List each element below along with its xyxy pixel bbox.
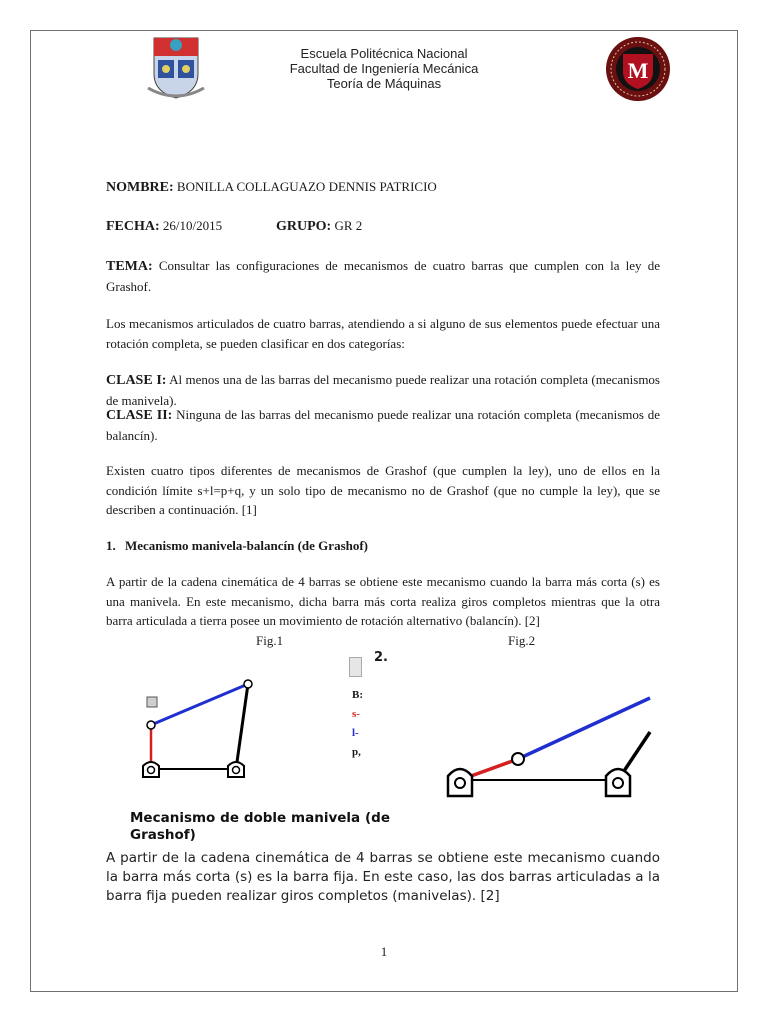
fig2-caption: Fig.2 (508, 633, 536, 648)
overlap-fragments (352, 686, 364, 762)
fig1-marker-square (147, 697, 157, 707)
grupo-label: GRUPO: (276, 219, 332, 234)
overlap-box (349, 657, 362, 677)
clase2-label: CLASE II: (106, 408, 173, 423)
overlap-frag-l: l- (352, 727, 359, 739)
fig2-pivot-right (606, 769, 630, 796)
header-faculty: Facultad de Ingeniería Mecánica (289, 61, 479, 76)
grupo-value: GR 2 (334, 218, 363, 233)
clase1-label: CLASE I: (106, 373, 167, 388)
fig1-pivot-right (228, 762, 244, 777)
fecha-label: FECHA: (106, 219, 160, 234)
fig1-joint (244, 680, 252, 688)
section1-number: 1. (106, 538, 116, 553)
header-institution: Escuela Politécnica Nacional (300, 46, 468, 61)
fig1-pivot-left (143, 762, 159, 777)
header-course: Teoría de Máquinas (326, 76, 442, 91)
fig1-joint (147, 721, 155, 729)
clase1-value: Al menos una de las barras del mecanismo puede realizar una rotación completa (mecanismos de manivela). (106, 372, 660, 408)
fig1-coupler-bar (151, 684, 248, 725)
clase2-paragraph (106, 405, 660, 445)
seal-letter: M (627, 58, 649, 83)
section1-heading (106, 538, 368, 554)
section2-number: 2. (374, 650, 388, 665)
tema-label: TEMA: (106, 259, 153, 274)
nombre-label: NOMBRE: (106, 180, 174, 195)
clase2-value: Ninguna de las barras del mecanismo puede realizar una rotación completa (mecanismos de balancín). (106, 407, 661, 443)
overlap-frag-b: B: (352, 689, 363, 701)
fig2-coupler-bar (518, 698, 650, 759)
fecha-line (106, 216, 660, 237)
section1-paragraph: A partir de la cadena cinemática de 4 barras se obtiene este mecanismo cuando la barra más corta (s) es una manivela. En este mecanismo, dicha barra más corta realiza giros completos mientras que la otra barra articulada a tierra posee un movimiento de rotación alternativo (balancín). [2] (106, 574, 660, 628)
section1-title: Mecanismo manivela-balancín (de Grashof) (125, 538, 369, 553)
intro-paragraph: Los mecanismos articulados de cuatro barras, atendiendo a si alguno de sus elementos puede efectuar una rotación completa, se pueden clasificar en dos categorías: (106, 316, 660, 351)
section2-paragraph: A partir de la cadena cinemática de 4 barras se obtiene este mecanismo cuando la barra más corta (s) es la barra fija. En este caso, las dos barras articuladas a la barra fija pueden realizar giros completos (manivelas). [2] (106, 850, 660, 904)
tipos-paragraph: Existen cuatro tipos diferentes de mecanismos de Grashof (que cumplen la ley), uno de ellos en la condición límite s+l=p+q, y un solo tipo de mecanismo no de Grashof (que no cumple la ley), que se describen a continuación. [1] (106, 463, 660, 517)
fig2-pivot-left (448, 769, 472, 796)
overlap-frag-p: p, (352, 746, 361, 758)
section2-title: Mecanismo de doble manivela (de Grashof) (130, 810, 390, 843)
figure-2-double-crank (440, 690, 652, 804)
nombre-value: BONILLA COLLAGUAZO DENNIS PATRICIO (176, 179, 437, 194)
nombre-line (106, 177, 660, 198)
fig1-caption: Fig.1 (256, 633, 284, 648)
grupo-line (276, 216, 362, 237)
page-number: 1 (380, 944, 388, 959)
fig2-joint (512, 753, 524, 765)
figure-1-crank-rocker (136, 676, 266, 786)
tema-value: Consultar las configuraciones de mecanismos de cuatro barras que cumplen con la ley de Grashof. (106, 258, 661, 294)
overlap-frag-s: s- (352, 708, 360, 720)
fecha-value: 26/10/2015 (162, 218, 223, 233)
fig1-rocker-bar (236, 684, 248, 769)
faculty-seal-logo (605, 36, 671, 102)
clase1-paragraph (106, 370, 660, 410)
tema-paragraph (106, 256, 660, 296)
